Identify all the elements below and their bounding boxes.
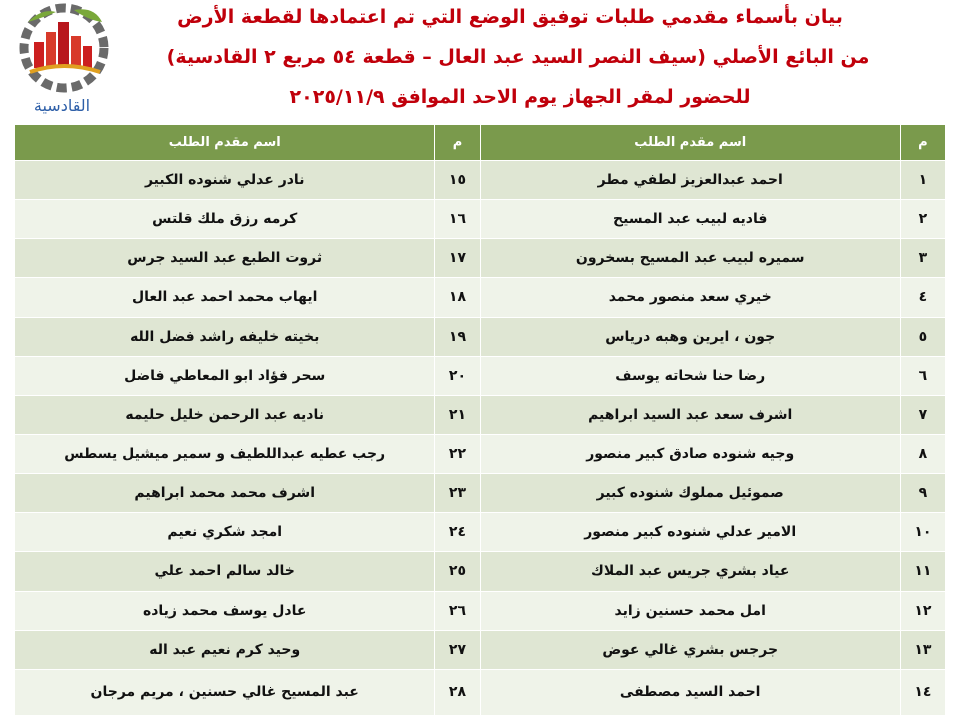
table-row [15, 317, 946, 356]
applicant-name: نادر عدلي شنوده الكبير [15, 161, 435, 200]
row-number: ٣ [900, 239, 945, 278]
row-number: ١٣ [900, 630, 945, 669]
applicant-name: وحيد كرم نعيم عبد اله [15, 630, 435, 669]
applicant-name: عادل يوسف محمد زياده [15, 591, 435, 630]
table-body [15, 161, 946, 716]
row-number: ١١ [900, 552, 945, 591]
applicant-name: ايهاب محمد احمد عبد العال [15, 278, 435, 317]
row-number: ٢٤ [435, 513, 480, 552]
row-number: ٤ [900, 278, 945, 317]
row-number: ٢ [900, 200, 945, 239]
row-number: ٢٢ [435, 434, 480, 473]
table-row [15, 395, 946, 434]
applicant-name: امجد شكري نعيم [15, 513, 435, 552]
applicant-name: عياد بشري جريس عبد الملاك [480, 552, 900, 591]
applicant-name: فاديه لبيب عبد المسيح [480, 200, 900, 239]
applicant-name: خالد سالم احمد علي [15, 552, 435, 591]
table-row [15, 356, 946, 395]
table-row [15, 161, 946, 200]
row-number: ١٧ [435, 239, 480, 278]
title-line-1: بيان بأسماء مقدمي طلبات توفيق الوضع التي تم اعتمادها لقطعة الأرض [177, 6, 843, 28]
applicant-name: خيري سعد منصور محمد [480, 278, 900, 317]
city-logo [12, 2, 112, 118]
row-number: ٢٥ [435, 552, 480, 591]
applicant-name: سميره لبيب عبد المسيح بسخرون [480, 239, 900, 278]
row-number: ١٠ [900, 513, 945, 552]
row-number: ٢١ [435, 395, 480, 434]
row-number: ٢٣ [435, 474, 480, 513]
table-row [15, 434, 946, 473]
applicant-name: كرمه رزق ملك قلتس [15, 200, 435, 239]
table-row [15, 630, 946, 669]
row-number: ١ [900, 161, 945, 200]
row-number: ٢٠ [435, 356, 480, 395]
row-number: ٥ [900, 317, 945, 356]
table-row [15, 591, 946, 630]
applicant-name: ثروت الطبع عبد السيد جرس [15, 239, 435, 278]
document-header [0, 0, 960, 122]
row-number: ٧ [900, 395, 945, 434]
table-row [15, 669, 946, 715]
row-number: ٢٧ [435, 630, 480, 669]
table-row [15, 200, 946, 239]
applicant-name: بخيته خليفه راشد فضل الله [15, 317, 435, 356]
applicant-name: جون ، ايرين وهبه درياس [480, 317, 900, 356]
logo-city-name: القادسية [33, 96, 91, 115]
table-row [15, 552, 946, 591]
row-number: ٢٦ [435, 591, 480, 630]
col-header-name: اسم مقدم الطلب [15, 125, 435, 161]
row-number: ١٢ [900, 591, 945, 630]
row-number: ١٥ [435, 161, 480, 200]
row-number: ١٤ [900, 669, 945, 715]
title-line-3: للحضور لمقر الجهاز يوم الاحد الموافق ٢٠٢٥/١١/٩ [289, 86, 751, 108]
col-header-num: م [435, 125, 480, 161]
applicant-name: جرجس بشري غالي عوض [480, 630, 900, 669]
applicant-name: امل محمد حسنين زايد [480, 591, 900, 630]
title-line-2: من البائع الأصلي (سيف النصر السيد عبد العال – قطعة ٥٤ مربع ٢ القادسية) [166, 46, 870, 68]
row-number: ١٨ [435, 278, 480, 317]
col-header-num: م [900, 125, 945, 161]
applicant-name: رضا حنا شحاته يوسف [480, 356, 900, 395]
applicants-table [14, 124, 946, 716]
row-number: ٩ [900, 474, 945, 513]
applicant-name: سحر فؤاد ابو المعاطي فاضل [15, 356, 435, 395]
table-row [15, 278, 946, 317]
city-skyline-icon [12, 2, 112, 94]
applicant-name: احمد عبدالعزيز لطفي مطر [480, 161, 900, 200]
table-row [15, 239, 946, 278]
row-number: ٢٨ [435, 669, 480, 715]
applicant-name: ناديه عبد الرحمن خليل حليمه [15, 395, 435, 434]
applicant-name: اشرف محمد محمد ابراهيم [15, 474, 435, 513]
applicant-name: الامير عدلي شنوده كبير منصور [480, 513, 900, 552]
table-row [15, 474, 946, 513]
applicant-name: اشرف سعد عبد السيد ابراهيم [480, 395, 900, 434]
row-number: ١٦ [435, 200, 480, 239]
col-header-name: اسم مقدم الطلب [480, 125, 900, 161]
applicant-name: عبد المسيح غالي حسنين ، مريم مرجان [15, 669, 435, 715]
row-number: ٨ [900, 434, 945, 473]
row-number: ٦ [900, 356, 945, 395]
applicant-name: رجب عطيه عبداللطيف و سمير ميشيل يسطس [15, 434, 435, 473]
applicant-name: احمد السيد مصطفى [480, 669, 900, 715]
applicant-name: وجيه شنوده صادق كبير منصور [480, 434, 900, 473]
row-number: ١٩ [435, 317, 480, 356]
table-header-row [15, 125, 946, 161]
applicant-name: صموئيل مملوك شنوده كبير [480, 474, 900, 513]
table-row [15, 513, 946, 552]
